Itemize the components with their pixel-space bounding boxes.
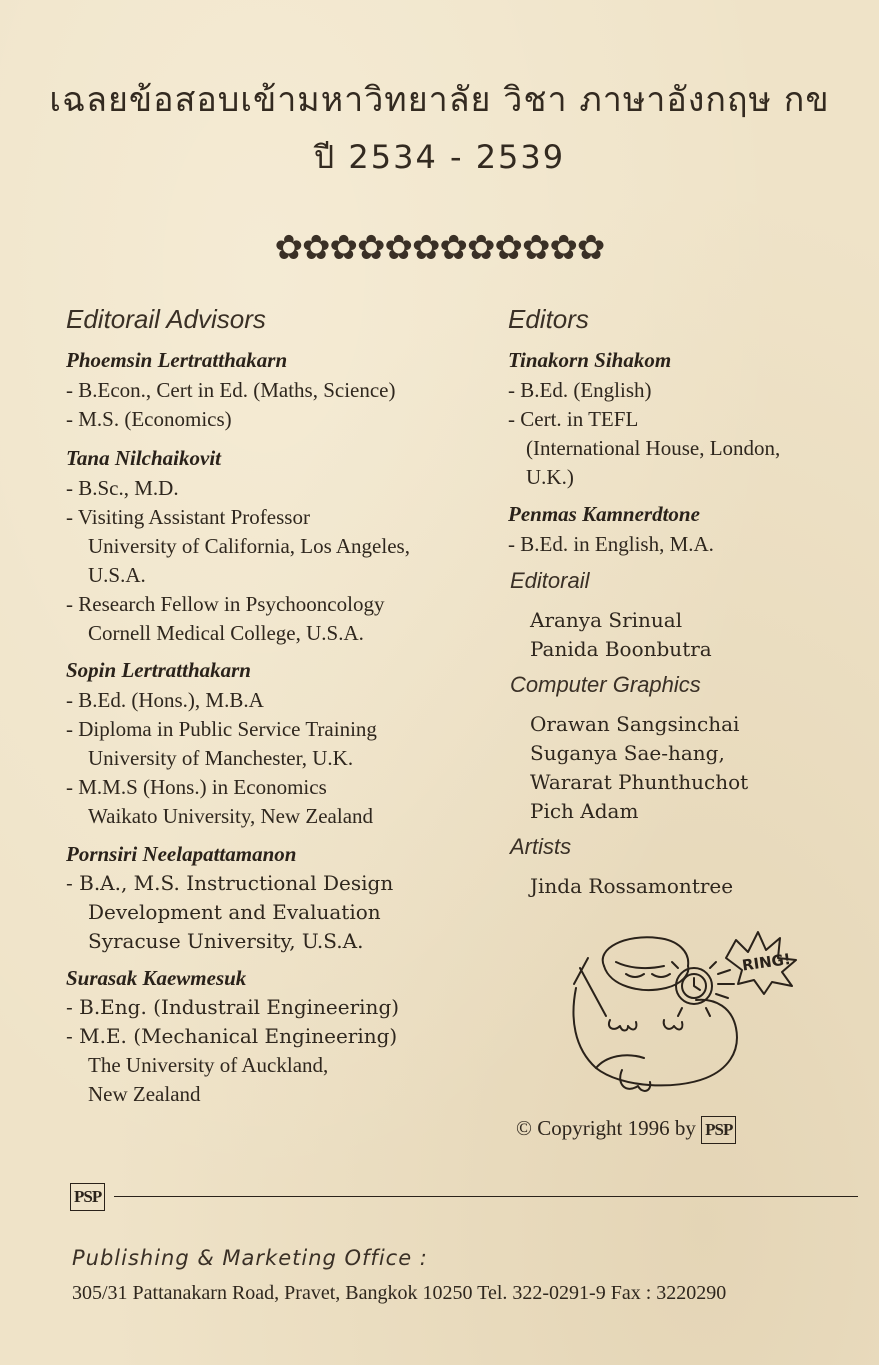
graphics-name: Wararat Phunthuchot (530, 770, 749, 794)
advisor-credential: U.S.A. (88, 563, 146, 587)
editor-credential: U.K.) (526, 465, 574, 489)
thai-title-years: ปี 2534 - 2539 (313, 138, 566, 176)
office-heading: Publishing & Marketing Office : (72, 1246, 428, 1270)
advisor-credential: - B.Sc., M.D. (66, 476, 179, 500)
advisor-credential: - B.Econ., Cert in Ed. (Maths, Science) (66, 378, 396, 402)
flower-ornament-row: ✿✿✿✿✿✿✿✿✿✿✿✿ (274, 228, 605, 268)
advisor-name: Sopin Lertratthakarn (66, 658, 251, 682)
editorail-name: Aranya Srinual (530, 608, 683, 632)
graphics-name: Pich Adam (530, 799, 639, 823)
thai-title-line1: เฉลยข้อสอบเข้ามหาวิทยาลัย วิชา ภาษาอังกฤษ กข (49, 80, 830, 120)
advisor-credential: - M.E. (Mechanical Engineering) (66, 1024, 398, 1048)
artists-heading: Artists (510, 834, 572, 859)
footer-psp-logo (70, 1183, 105, 1211)
artist-name: Jinda Rossamontree (530, 874, 734, 898)
advisors-heading: Editorail Advisors (66, 304, 266, 334)
advisor-credential: The University of Auckland, (88, 1053, 329, 1077)
footer-divider (114, 1196, 858, 1197)
advisor-credential: Waikato University, New Zealand (88, 804, 374, 828)
editor-name: Penmas Kamnerdtone (508, 502, 700, 526)
psp-logo: PSP (701, 1116, 736, 1144)
advisor-credential: New Zealand (88, 1082, 201, 1106)
advisor-credential: Syracuse University, U.S.A. (88, 929, 364, 953)
graphics-name: Suganya Sae-hang, (530, 741, 725, 765)
graphics-name: Orawan Sangsinchai (530, 712, 740, 736)
editor-credential: - B.Ed. (English) (508, 378, 652, 402)
office-address: 305/31 Pattanakarn Road, Pravet, Bangkok 10250 Tel. 322-0291-9 Fax : 3220290 (72, 1282, 727, 1304)
ring-sound-text: RING! (740, 949, 792, 975)
computer-graphics-heading: Computer Graphics (510, 672, 701, 697)
advisor-credential: Cornell Medical College, U.S.A. (88, 621, 364, 645)
psp-logo: PSP (70, 1183, 105, 1211)
advisor-name: Phoemsin Lertratthakarn (66, 348, 288, 372)
advisor-name: Pornsiri Neelapattamanon (66, 842, 297, 866)
advisor-credential: - Diploma in Public Service Training (66, 717, 377, 741)
advisor-credential: - Visiting Assistant Professor (66, 505, 310, 529)
editor-credential: - Cert. in TEFL (508, 407, 639, 431)
editorail-name: Panida Boonbutra (530, 637, 712, 661)
alarm-clock-cartoon-illustration (566, 928, 806, 1100)
editor-credential: (International House, London, (526, 436, 781, 460)
advisor-credential: - M.S. (Economics) (66, 407, 232, 431)
advisor-credential: - B.A., M.S. Instructional Design (66, 871, 394, 895)
advisor-name: Tana Nilchaikovit (66, 446, 221, 470)
advisor-credential: University of Manchester, U.K. (88, 746, 354, 770)
editorail-heading: Editorail (510, 568, 590, 593)
editor-credential: - B.Ed. in English, M.A. (508, 532, 714, 556)
cartoon-drawing (566, 928, 806, 1100)
editors-heading: Editors (508, 304, 589, 334)
advisor-name: Surasak Kaewmesuk (66, 966, 247, 990)
editor-name: Tinakorn Sihakom (508, 348, 672, 372)
copyright-text: © Copyright 1996 by (516, 1116, 696, 1140)
advisor-credential: - Research Fellow in Psychooncology (66, 592, 385, 616)
advisor-credential: - M.M.S (Hons.) in Economics (66, 775, 327, 799)
advisor-credential: - B.Eng. (Industrail Engineering) (66, 995, 400, 1019)
copyright-line (516, 1116, 736, 1144)
advisor-credential: - B.Ed. (Hons.), M.B.A (66, 688, 264, 712)
advisor-credential: Development and Evaluation (88, 900, 381, 924)
advisor-credential: University of California, Los Angeles, (88, 534, 410, 558)
